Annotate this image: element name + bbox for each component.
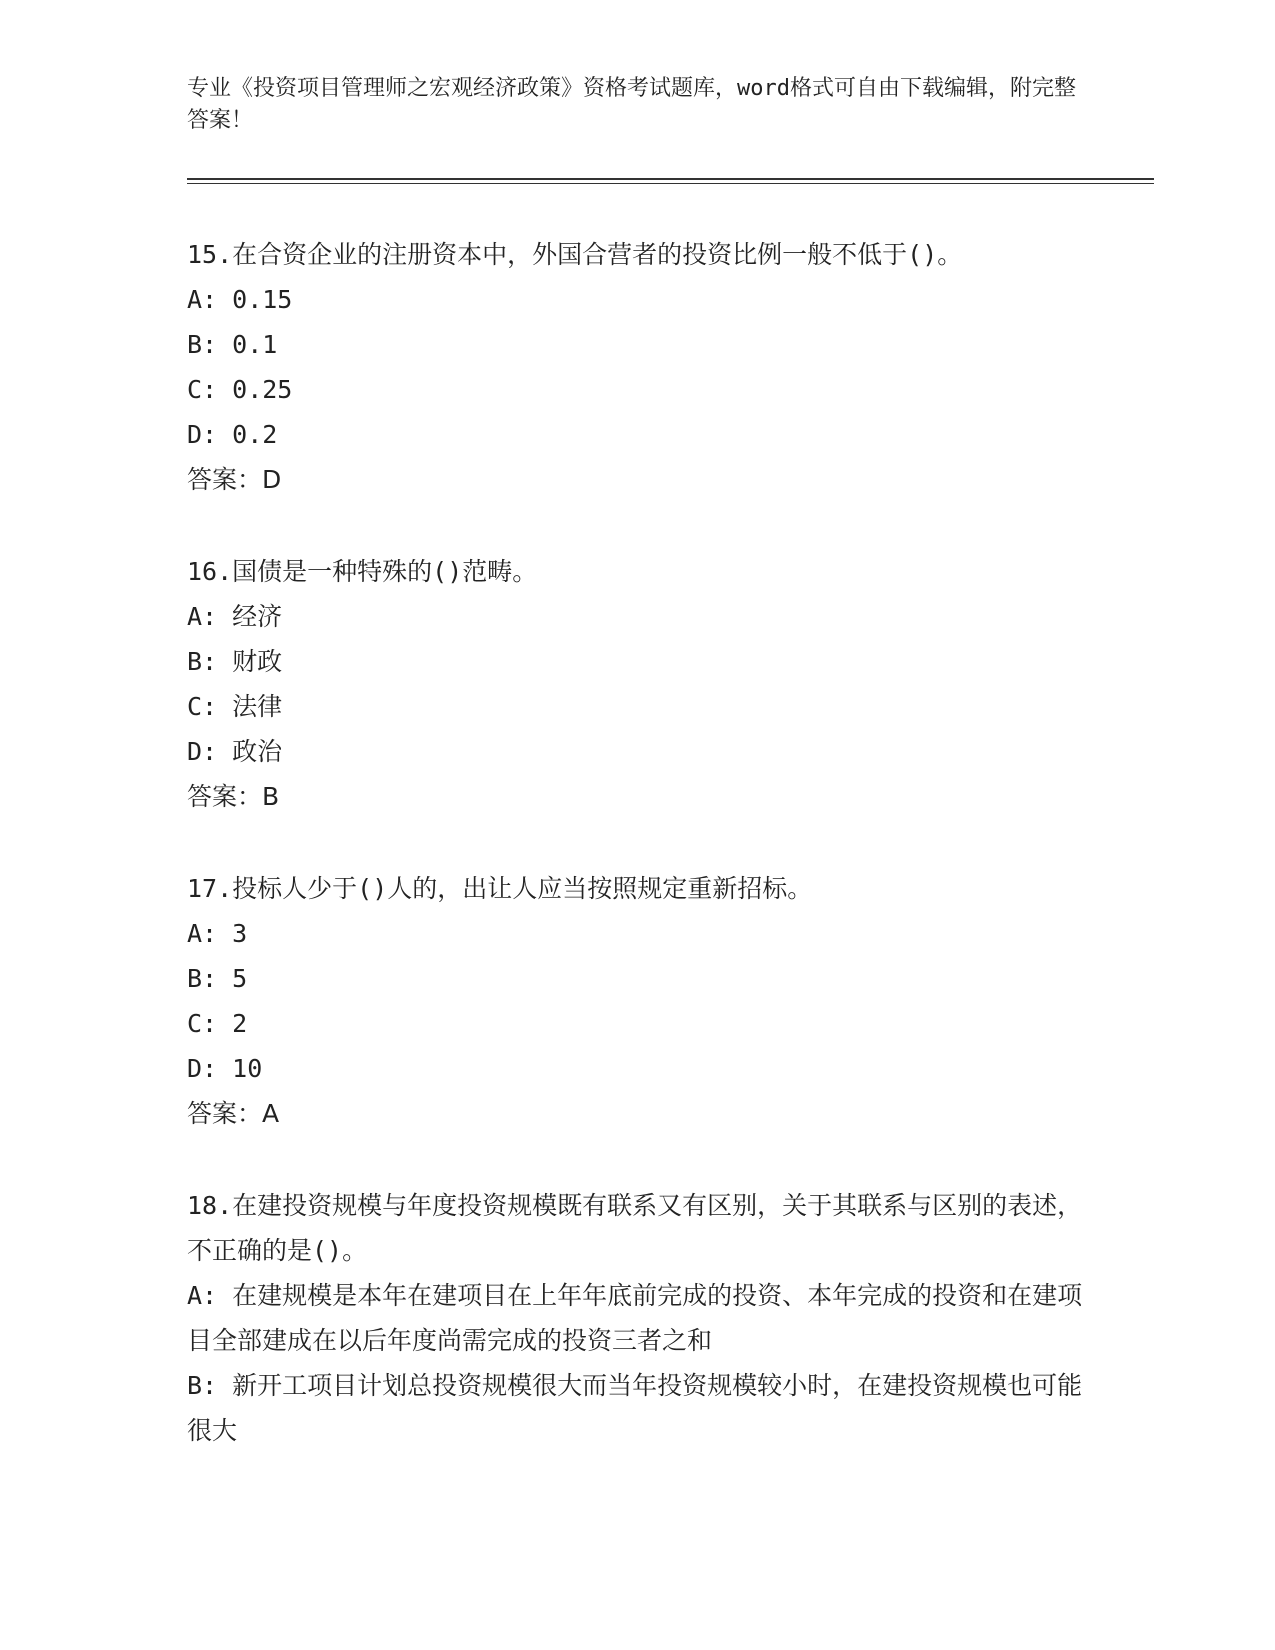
option-c: C: 0.25	[187, 375, 293, 404]
question-list	[187, 232, 1087, 1500]
answer-text: 答案：D	[187, 465, 282, 494]
option-d: D: 10	[187, 1054, 263, 1083]
option-b: B: 财政	[187, 647, 283, 676]
option-a: A: 经济	[187, 602, 283, 631]
question-18	[187, 1183, 1087, 1453]
option-a: A: 3	[187, 919, 248, 948]
question-text: 15.在合资企业的注册资本中，外国合营者的投资比例一般不低于()。	[187, 240, 963, 269]
answer-text: 答案：B	[187, 782, 280, 811]
question-text: 18.在建投资规模与年度投资规模既有联系又有区别，关于其联系与区别的表述，不正确的是()。	[187, 1191, 1083, 1265]
question-17	[187, 866, 1087, 1136]
header-rule-thin	[187, 183, 1154, 184]
option-a: A: 在建规模是本年在建项目在上年年底前完成的投资、本年完成的投资和在建项目全部建成在以后年度尚需完成的投资三者之和	[187, 1281, 1083, 1355]
page-header: 专业《投资项目管理师之宏观经济政策》资格考试题库，word格式可自由下载编辑，附完整答案！	[187, 76, 1076, 133]
question-text: 17.投标人少于()人的，出让人应当按照规定重新招标。	[187, 874, 813, 903]
question-15	[187, 232, 1087, 502]
option-b: B: 0.1	[187, 330, 278, 359]
option-b: B: 新开工项目计划总投资规模很大而当年投资规模较小时，在建投资规模也可能很大	[187, 1371, 1083, 1445]
option-c: C: 法律	[187, 692, 283, 721]
answer-text: 答案：A	[187, 1099, 280, 1128]
question-text: 16.国债是一种特殊的()范畴。	[187, 557, 538, 586]
option-c: C: 2	[187, 1009, 248, 1038]
question-16	[187, 549, 1087, 819]
option-b: B: 5	[187, 964, 248, 993]
header-rule-thick	[187, 178, 1154, 180]
option-a: A: 0.15	[187, 285, 293, 314]
option-d: D: 0.2	[187, 420, 278, 449]
option-d: D: 政治	[187, 737, 283, 766]
